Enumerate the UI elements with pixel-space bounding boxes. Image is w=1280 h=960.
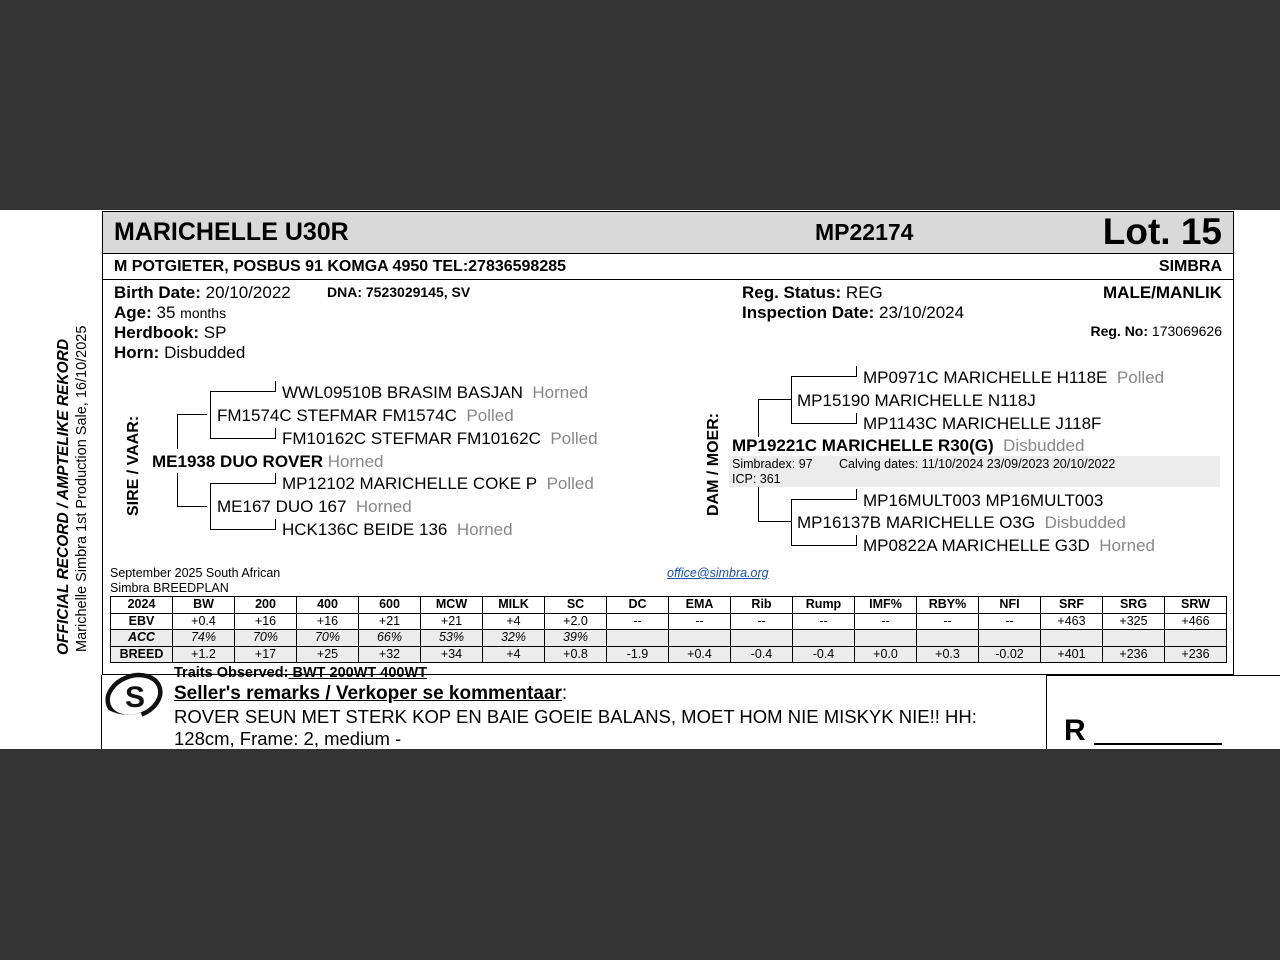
breedplan-line1: September 2025 South African	[110, 566, 281, 580]
dam-sire-dam: MP1143C MARICHELLE J118F	[863, 414, 1102, 433]
owner-line: M POTGIETER, POSBUS 91 KOMGA 4950 TEL:27836598285	[114, 258, 567, 275]
price-line[interactable]	[1094, 743, 1222, 745]
breedplan-line2: Simbra BREEDPLAN	[110, 581, 229, 595]
traits-observed: Traits Observed: BWT 200WT 400WT	[174, 665, 428, 681]
sire-name: ME1938 DUO ROVER Horned	[152, 452, 384, 471]
breed-row: BREED +1.2 +17 +25 +32 +34 +4 +0.8 -1.9 +0.4 -0.4 -0.4 +0.0 +0.3 -0.02 +401 +236 +236	[111, 646, 1227, 663]
simbradex: Simbradex: 97	[732, 457, 813, 471]
calving-dates: Calving dates: 11/10/2024 23/09/2023 20/10/2022	[839, 457, 1116, 471]
ebv-header-row: 2024 BW 200 400 600 MCW MILK SC DC EMA Rib Rump IMF% RBY% NFI SRF SRG SRW	[111, 597, 1227, 614]
dam-sire-sire: MP0971C MARICHELLE H118E Polled	[863, 368, 1165, 387]
acc-row: ACC 74% 70% 70% 66% 53% 32% 39%	[111, 630, 1227, 647]
sire-sire: FM1574C STEFMAR FM1574C Polled	[217, 406, 514, 425]
price-label: R	[1064, 714, 1086, 747]
simbra-logo-icon	[102, 672, 164, 724]
dam-label: DAM / MOER:	[705, 412, 722, 516]
sire-dam-dam: HCK136C BEIDE 136 Horned	[282, 520, 513, 539]
icp: ICP: 361	[732, 472, 781, 486]
sex: MALE/MANLIK	[1103, 283, 1222, 302]
sire-sire-dam: FM10162C STEFMAR FM10162C Polled	[282, 429, 598, 448]
dam-dam-sire: MP16MULT003 MP16MULT003	[863, 491, 1104, 510]
reg-status: Reg. Status: REG	[742, 283, 883, 302]
breed-label: SIMBRA	[1158, 258, 1222, 275]
remarks-heading: Seller's remarks / Verkoper se kommentaar:	[174, 683, 568, 704]
lot-number: Lot. 15	[1102, 211, 1222, 252]
herdbook: Herdbook: SP	[114, 323, 227, 342]
birth-date: Birth Date: 20/10/2022	[114, 283, 291, 302]
sire-dam: ME167 DUO 167 Horned	[217, 497, 412, 516]
animal-name: MARICHELLE U30R	[114, 218, 349, 246]
age: Age: 35 months	[114, 303, 227, 322]
ebv-table	[110, 596, 1227, 663]
dam-dam: MP16137B MARICHELLE O3G Disbudded	[797, 513, 1126, 532]
official-record-label: OFFICIAL RECORD / AMPTELIKE REKORD	[55, 338, 72, 655]
sire-dam-sire: MP12102 MARICHELLE COKE P Polled	[282, 474, 594, 493]
remarks-line1: ROVER SEUN MET STERK KOP EN BAIE GOEIE BALANS, MOET HOM NIE MISKYK NIE!! HH:	[174, 706, 977, 727]
sale-label: Marichelle Simbra 1st Production Sale, 16/10/2025	[74, 325, 90, 652]
horn-status: Horn: Disbudded	[114, 343, 246, 362]
sire-sire-sire: WWL09510B BRASIM BASJAN Horned	[282, 383, 589, 402]
reg-number: Reg. No: 173069626	[1090, 323, 1222, 339]
dam-name: MP19221C MARICHELLE R30(G) Disbudded	[732, 436, 1085, 455]
inspection-date: Inspection Date: 23/10/2024	[742, 303, 965, 322]
dam-sire: MP15190 MARICHELLE N118J	[797, 391, 1036, 410]
dna: DNA: 7523029145, SV	[327, 284, 471, 300]
animal-id: MP22174	[815, 219, 914, 245]
svg-text:S: S	[124, 681, 146, 714]
remarks-line2: 128cm, Frame: 2, medium -	[174, 728, 402, 749]
dam-dam-dam: MP0822A MARICHELLE G3D Horned	[863, 536, 1155, 555]
email-link[interactable]: office@simbra.org	[667, 566, 769, 580]
ebv-row: EBV +0.4 +16 +16 +21 +21 +4 +2.0 -- -- -- -- -- -- -- +463 +325 +466	[111, 613, 1227, 630]
sire-label: SIRE / VAAR:	[125, 415, 142, 516]
